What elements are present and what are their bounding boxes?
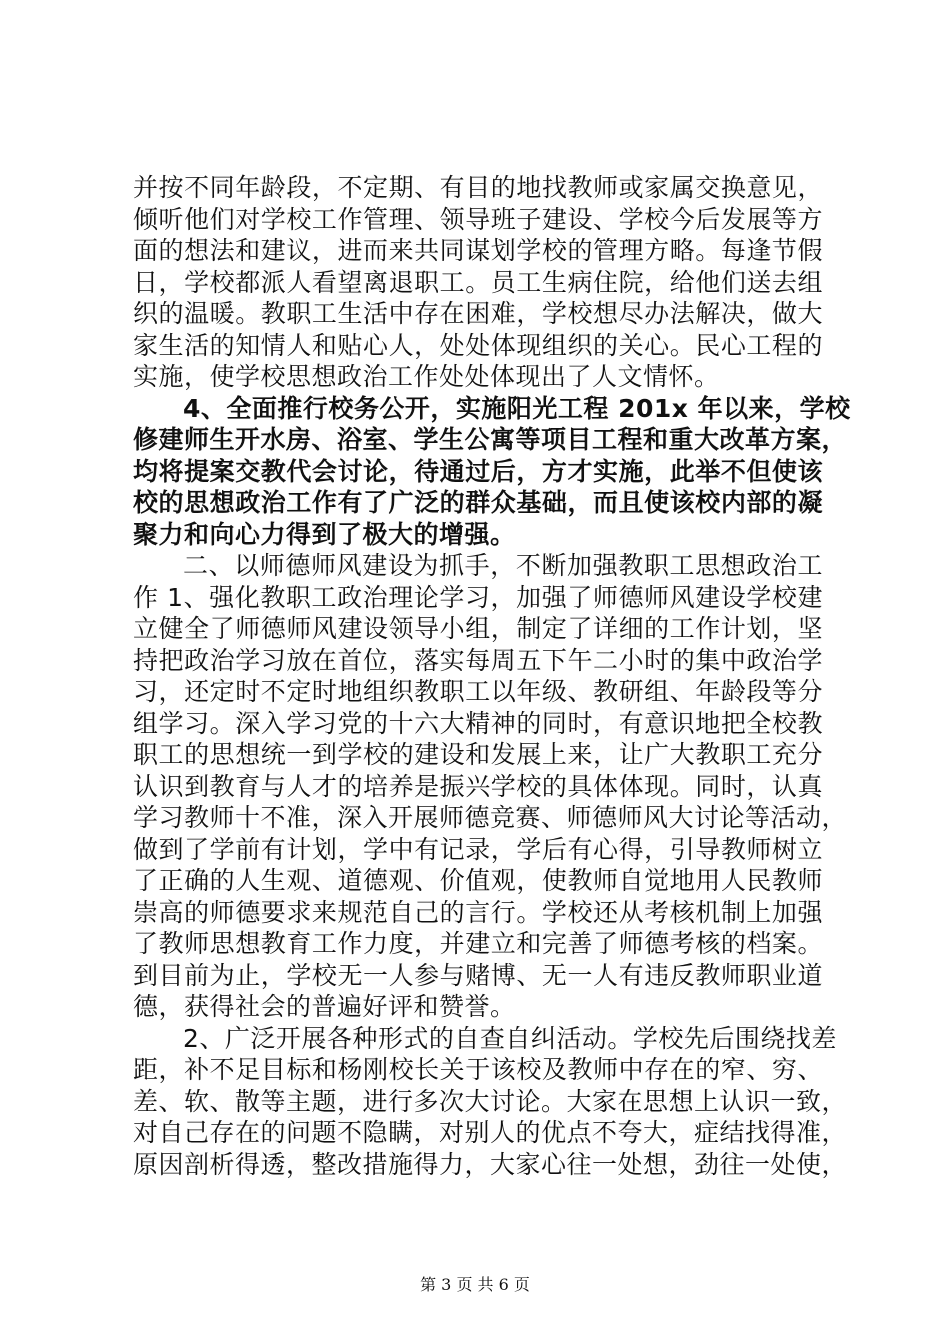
- text-line: 均将提案交教代会讨论，待通过后，方才实施，此举不但使该: [133, 456, 823, 486]
- text-line: 学习教师十不准，深入开展师德竞赛、师德师风大讨论等活动，: [133, 803, 848, 832]
- text-line: 到目前为止，学校无一人参与赌博、无一人有违反教师职业道: [133, 960, 823, 990]
- text-line: 崇高的师德要求来规范自己的言行。学校还从考核机制上加强: [133, 897, 823, 927]
- text-line: 校的思想政治工作有了广泛的群众基础，而且使该校内部的凝: [133, 488, 823, 517]
- text-line: 日，学校都派人看望离退职工。员工生病住院，给他们送去组: [133, 267, 823, 297]
- page-number-footer: 第 3 页 共 6 页: [420, 1275, 530, 1294]
- text-line: 作 1、强化教职工政治理论学习，加强了师德师风建设学校建: [133, 582, 823, 612]
- text-line: 德，获得社会的普遍好评和赞誉。: [133, 992, 516, 1021]
- text-line: 原因剖析得透，整改措施得力，大家心往一处想，劲往一处使，: [133, 1149, 848, 1179]
- text-line: 了正确的人生观、道德观、价值观，使教师自觉地用人民教师: [133, 866, 823, 895]
- text-line: 立健全了师德师风建设领导小组，制定了详细的工作计划，坚: [133, 614, 823, 643]
- text-line: 认识到教育与人才的培养是振兴学校的具体体现。同时，认真: [133, 771, 823, 801]
- document-body: [133, 172, 851, 1180]
- text-line: 差、软、散等主题，进行多次大讨论。大家在思想上认识一致，: [133, 1086, 848, 1116]
- text-line: 做到了学前有计划，学中有记录，学后有心得，引导教师树立: [133, 834, 823, 864]
- text-line: 织的温暖。教职工生活中存在困难，学校想尽办法解决，做大: [133, 299, 823, 328]
- text-line: 组学习。深入学习党的十六大精神的同时，有意识地把全校教: [133, 708, 823, 738]
- text-line: 4、全面推行校务公开，实施阳光工程 201x 年以来，学校: [183, 393, 851, 423]
- text-line: 实施，使学校思想政治工作处处体现出了人文情怀。: [133, 362, 720, 391]
- text-line: 职工的思想统一到学校的建设和发展上来，让广大教职工充分: [133, 740, 823, 769]
- text-line: 二、以师德师风建设为抓手，不断加强教职工思想政治工: [183, 551, 823, 580]
- text-line: 了教师思想教育工作力度，并建立和完善了师德考核的档案。: [133, 929, 823, 958]
- text-line: 修建师生开水房、浴室、学生公寓等项目工程和重大改革方案，: [133, 425, 848, 454]
- text-line: 并按不同年龄段，不定期、有目的地找教师或家属交换意见，: [133, 173, 823, 202]
- text-line: 2、广泛开展各种形式的自查自纠活动。学校先后围绕找差: [183, 1023, 837, 1053]
- text-line: 持把政治学习放在首位，落实每周五下午二小时的集中政治学: [133, 645, 823, 675]
- text-line: 倾听他们对学校工作管理、领导班子建设、学校今后发展等方: [133, 204, 823, 234]
- text-line: 对自己存在的问题不隐瞒，对别人的优点不夸大，症结找得准，: [133, 1118, 848, 1147]
- text-line: 距，补不足目标和杨刚校长关于该校及教师中存在的窄、穷、: [133, 1055, 823, 1084]
- text-line: 家生活的知情人和贴心人，处处体现组织的关心。民心工程的: [133, 330, 823, 360]
- text-line: 习，还定时不定时地组织教职工以年级、教研组、年龄段等分: [133, 677, 823, 706]
- text-line: 面的想法和建议，进而来共同谋划学校的管理方略。每逢节假: [133, 236, 823, 265]
- text-line: 聚力和向心力得到了极大的增强。: [133, 519, 516, 549]
